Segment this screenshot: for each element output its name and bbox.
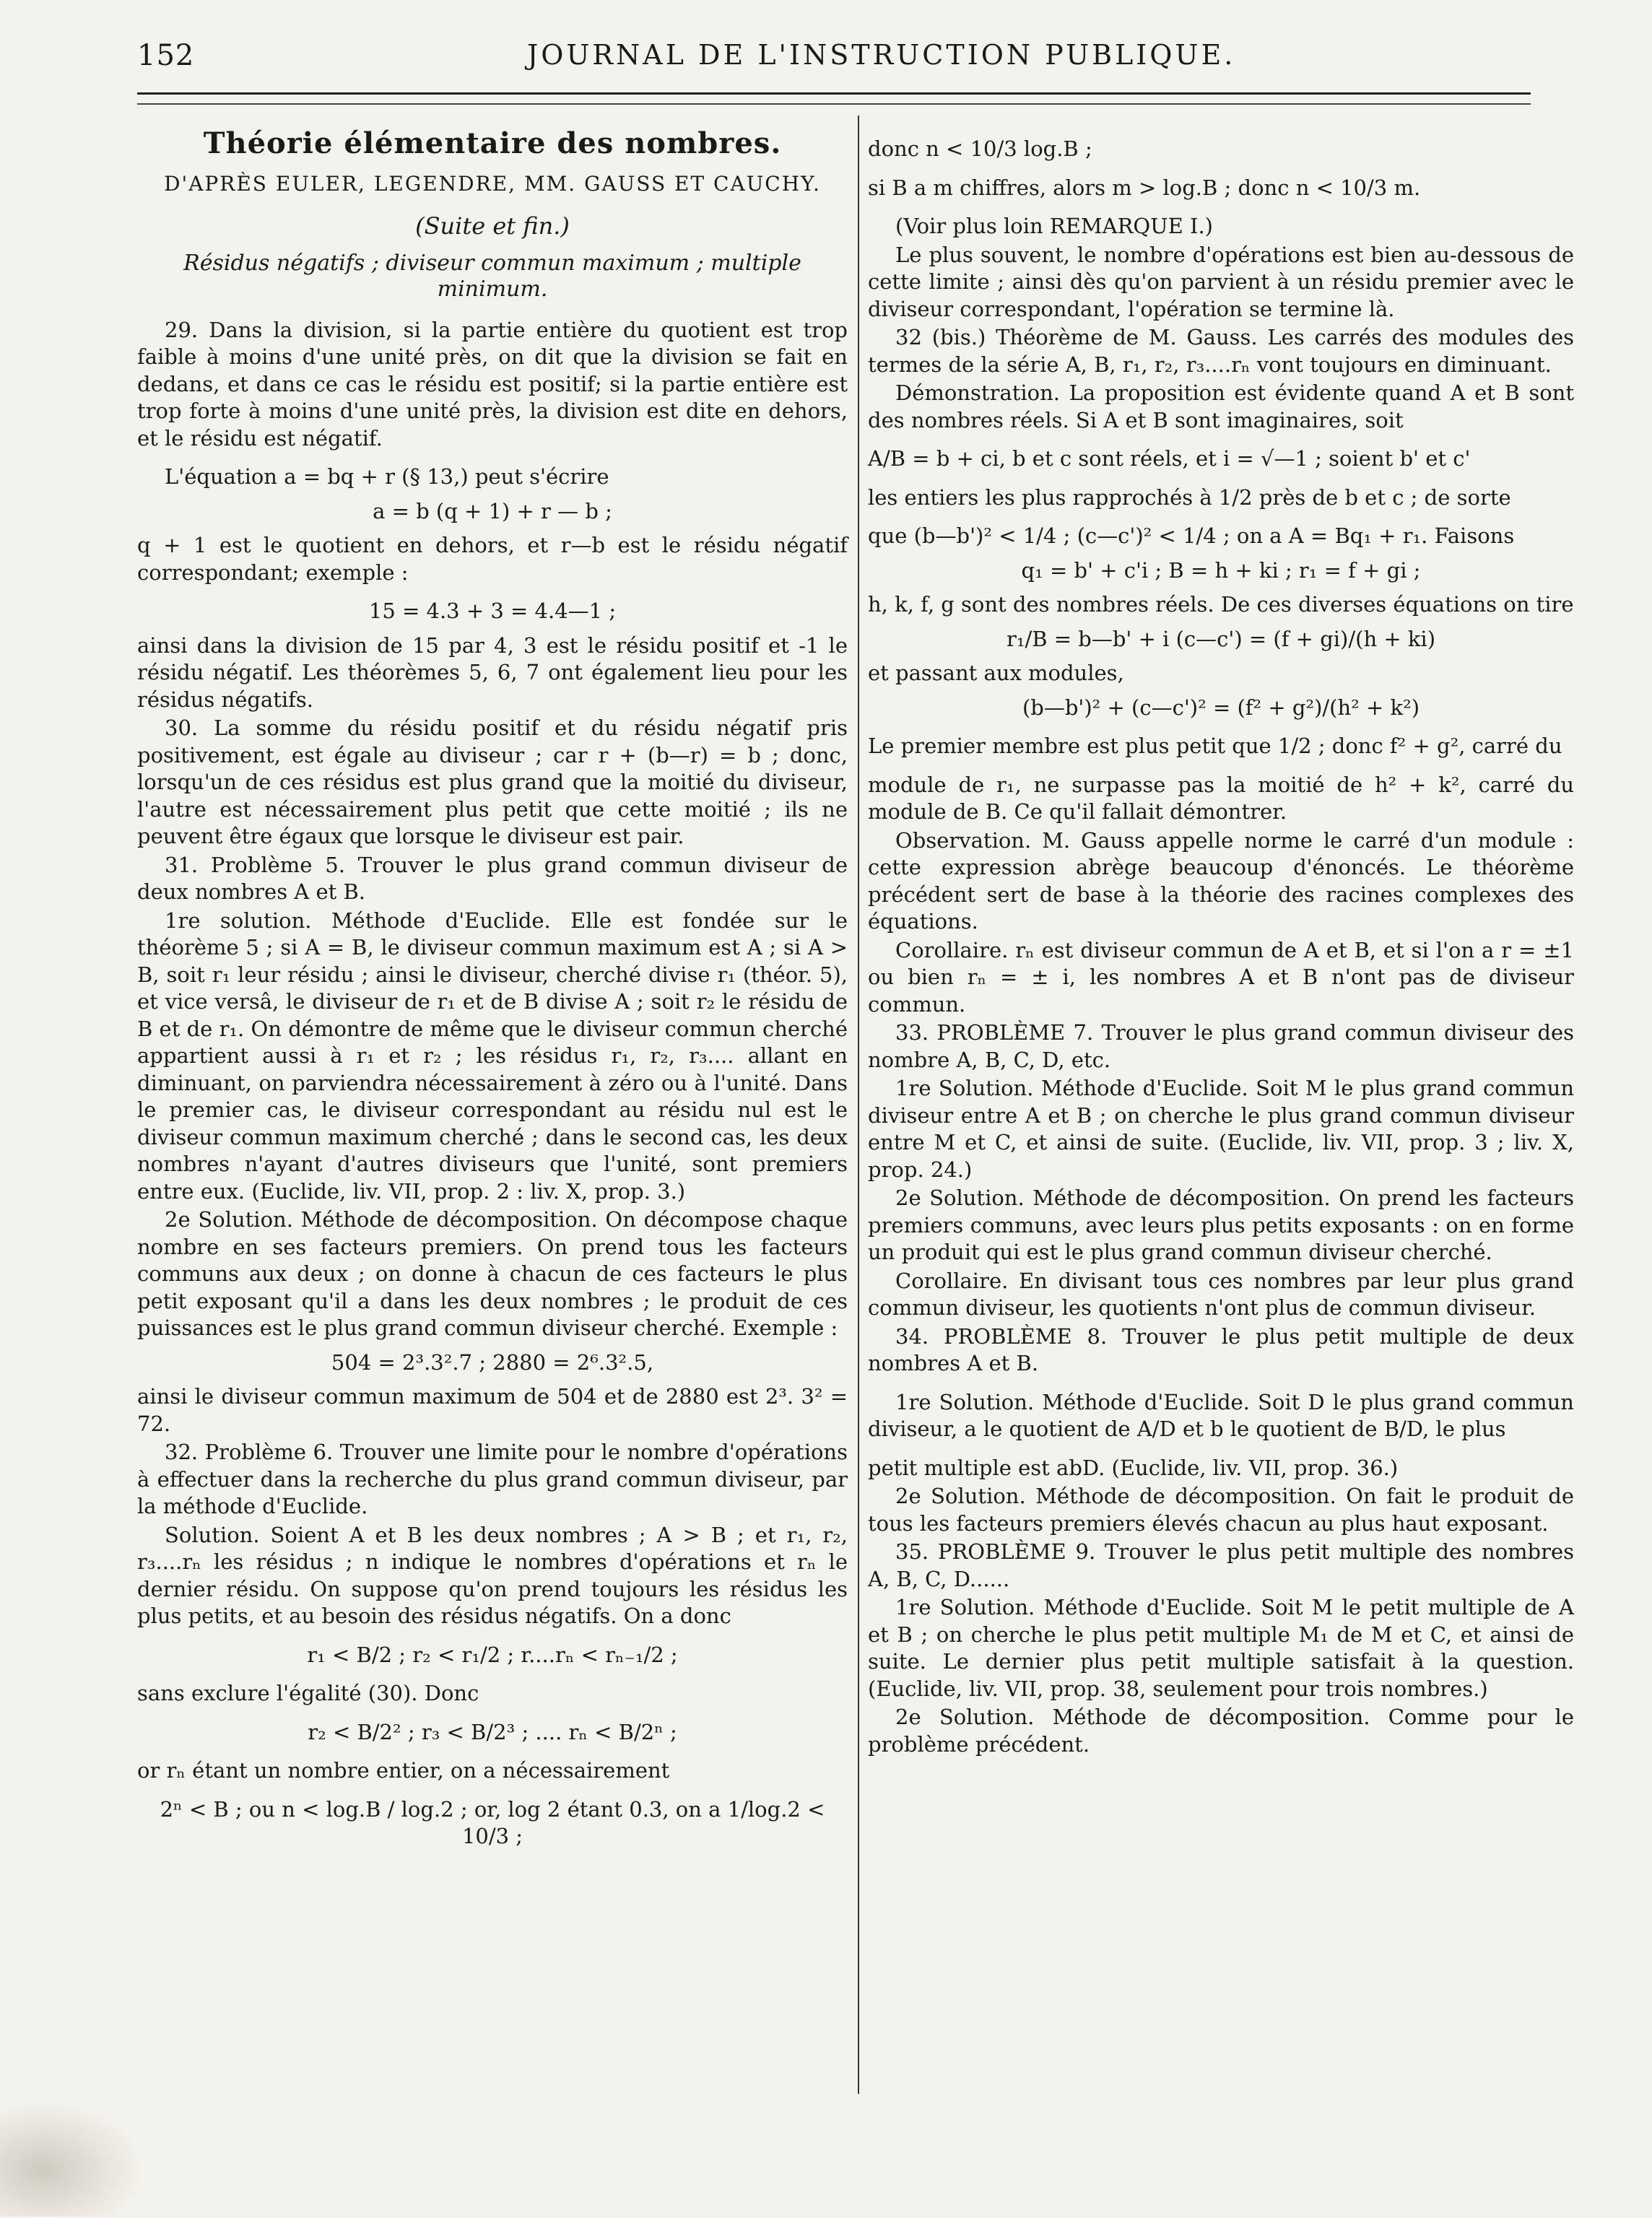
paragraph: 1re Solution. Méthode d'Euclide. Soit M le petit multiple de A et B ; on cherche le plus petit multiple M₁ de M et C, et ainsi de suite. Le dernier plus petit multiple satisfait à la question. (Euclide, liv. VII, prop. 38, seulement pour trois nombres.)	[868, 1595, 1574, 1701]
paragraph: 34. PROBLÈME 8. Trouver le plus petit multiple de deux nombres A et B.	[868, 1323, 1574, 1375]
paragraph: 2e Solution. Méthode de décomposition. Comme pour le problème précédent.	[868, 1705, 1574, 1757]
running-title: JOURNAL DE L'INSTRUCTION PUBLIQUE.	[527, 39, 1236, 71]
paragraph: 31. Problème 5. Trouver le plus grand commun diviseur de deux nombres A et B.	[137, 852, 848, 904]
paragraph: les entiers les plus rapprochés à 1/2 près de b et c ; de sorte	[868, 484, 1511, 510]
paragraph: 32 (bis.) Théorème de M. Gauss. Les carrés des modules des termes de la série A, B, r₁, r₂, r₃....rₙ vont toujours en diminuant.	[868, 325, 1574, 377]
paragraph: module de r₁, ne surpasse pas la moitié de h² + k², carré du module de B. Ce qu'il fallait démontrer.	[868, 772, 1574, 824]
paragraph: 1re Solution. Méthode d'Euclide. Soit D le plus grand commun diviseur, a le quotient de A/D et b le quotient de B/D, le plus	[868, 1389, 1574, 1441]
paragraph: 2e Solution. Méthode de décomposition. On fait le produit de tous les facteurs premiers élevés chacun au plus haut exposant.	[868, 1484, 1574, 1536]
paragraph: q + 1 est le quotient en dehors, et r—b est le résidu négatif correspondant; exemple :	[137, 533, 848, 585]
paragraph: 32. Problème 6. Trouver une limite pour le nombre d'opérations à effectuer dans la recherche du plus grand commun diviseur, par la méthode d'Euclide.	[137, 1440, 848, 1518]
equation: r₂ < B/2² ; r₃ < B/2³ ; .... rₙ < B/2ⁿ ;	[308, 1719, 677, 1744]
equation: 504 = 2³.3².7 ; 2880 = 2⁶.3².5,	[331, 1349, 654, 1375]
equation: q₁ = b' + c'i ; B = h + ki ; r₁ = f + gi ;	[1021, 557, 1421, 583]
equation: donc n < 10/3 log.B ;	[868, 136, 1092, 161]
equation: 15 = 4.3 + 3 = 4.4—1 ;	[368, 599, 617, 623]
paragraph: or rₙ étant un nombre entier, on a nécessairement	[137, 1758, 670, 1783]
equation: (b—b')² + (c—c')² = (f² + g²)/(h² + k²)	[1022, 695, 1420, 720]
column-divider	[858, 116, 859, 2094]
paragraph: Démonstration. La proposition est évidente quand A et B sont des nombres réels. Si A et B sont imaginaires, soit	[868, 380, 1574, 432]
paragraph: Corollaire. En divisant tous ces nombres par leur plus grand commun diviseur, les quotients n'ont plus de commun diviseur.	[868, 1268, 1574, 1320]
equation: r₁/B = b—b' + i (c—c') = (f + gi)/(h + ki)	[1006, 626, 1436, 651]
paragraph: (Voir plus loin REMARQUE I.)	[895, 214, 1213, 238]
right-column	[868, 124, 1574, 1760]
article-subtitle: D'APRÈS EULER, LEGENDRE, MM. GAUSS ET CAUCHY.	[164, 171, 821, 196]
paragraph: Corollaire. rₙ est diviseur commun de A et B, et si l'on a r = ±1 ou bien rₙ = ± i, les nombres A et B n'ont pas de diviseur commun.	[868, 937, 1574, 1017]
paragraph: 2e Solution. Méthode de décomposition. On prend les facteurs premiers communs, avec leurs plus petits exposants : on en forme un produit qui est le plus grand commun diviseur cherché.	[868, 1186, 1574, 1264]
paragraph: h, k, f, g sont des nombres réels. De ces diverses équations on tire	[868, 592, 1574, 617]
paragraph: 2e Solution. Méthode de décomposition. On décompose chaque nombre en ses facteurs premiers. On prend tous les facteurs communs aux deux ; on donne à chacun de ces facteurs le plus petit exposant qu'il a dans les deux nombres ; le produit de ces puissances est le plus grand commun diviseur cherché. Exemple :	[137, 1207, 848, 1340]
left-column	[137, 124, 848, 1858]
paragraph: sans exclure l'égalité (30). Donc	[137, 1681, 479, 1705]
article-title: Théorie élémentaire des nombres.	[203, 126, 782, 160]
paragraph: que (b—b')² < 1/4 ; (c—c')² < 1/4 ; on a A = Bq₁ + r₁. Faisons	[868, 523, 1515, 548]
section-heading: Résidus négatifs ; diviseur commun maximum ; multiple minimum.	[183, 250, 801, 302]
paragraph: L'équation a = bq + r (§ 13,) peut s'écrire	[165, 464, 609, 489]
paragraph: 1re solution. Méthode d'Euclide. Elle est fondée sur le théorème 5 ; si A = B, le diviseur commun maximum est A ; si A > B, soit r₁ leur résidu ; ainsi le diviseur, cherché divise r₁ (théor. 5), et vice versâ, le diviseur de r₁ et de B divise A ; soit r₂ le résidu de B et de r₁. On démontre de même que le diviseur commun cherché appartient aussi à r₁ et r₂ ; les résidus r₁, r₂, r₃.... allant en diminuant, on parviendra nécessairement à zéro ou à l'unité. Dans le premier cas, le diviseur correspondant au résidu nul est le diviseur commun maximum cherché ; dans le second cas, les deux nombres n'ayant d'autres diviseurs que l'unité, sont premiers entre eux. (Euclide, liv. VII, prop. 2 : liv. X, prop. 3.)	[137, 908, 848, 1204]
paragraph: Observation. M. Gauss appelle norme le carré d'un module : cette expression abrège beaucoup d'énoncés. Le théorème précédent sert de base à la théorie des racines complexes des équations.	[868, 827, 1574, 934]
paragraph: 35. PROBLÈME 9. Trouver le plus petit multiple des nombres A, B, C, D......	[868, 1539, 1574, 1591]
paragraph: ainsi le diviseur commun maximum de 504 et de 2880 est 2³. 3² = 72.	[137, 1384, 848, 1436]
paragraph: 29. Dans la division, si la partie entière du quotient est trop faible à moins d'une unité près, on dit que la division se fait en dedans, et dans ce cas le résidu est positif; si la partie entière est trop forte à moins d'une unité près, la division est dite en dehors, et le résidu est négatif.	[137, 317, 848, 451]
paragraph: si B a m chiffres, alors m > log.B ; donc n < 10/3 m.	[868, 175, 1421, 200]
page-header	[137, 35, 1531, 78]
paragraph: Solution. Soient A et B les deux nombres ; A > B ; et r₁, r₂, r₃....rₙ les résidus ; n indique le nombres d'opérations et rₙ le dernier résidu. On suppose qu'on prend toujours les résidus les plus petits, et au besoin des résidus négatifs. On a donc	[137, 1522, 848, 1628]
equation: a = b (q + 1) + r — b ;	[373, 498, 612, 523]
continuation-note: (Suite et fin.)	[415, 212, 570, 240]
paragraph: Le premier membre est plus petit que 1/2 ; donc f² + g², carré du	[868, 734, 1562, 758]
page-number: 152	[137, 39, 195, 72]
paper-stain	[0, 2101, 144, 2217]
paragraph: petit multiple est abD. (Euclide, liv. VII, prop. 36.)	[868, 1455, 1399, 1480]
paragraph: A/B = b + ci, b et c sont réels, et i = √—1 ; soient b' et c'	[868, 446, 1471, 471]
equation: r₁ < B/2 ; r₂ < r₁/2 ; r....rₙ < rₙ₋₁/2 ;	[307, 1642, 678, 1667]
paragraph: 1re Solution. Méthode d'Euclide. Soit M le plus grand commun diviseur entre A et B ; on cherche le plus grand commun diviseur entre M et C, et ainsi de suite. (Euclide, liv. VII, prop. 3 ; liv. X, prop. 24.)	[868, 1076, 1574, 1182]
paragraph: ainsi dans la division de 15 par 4, 3 est le résidu positif et -1 le résidu négatif. Les théorèmes 5, 6, 7 ont également lieu pour les résidus négatifs.	[137, 632, 848, 712]
header-double-rule	[137, 92, 1531, 105]
paragraph: 30. La somme du résidu positif et du résidu négatif pris positivement, est égale au diviseur ; car r + (b—r) = b ; donc, lorsqu'un de ces résidus est plus grand que la moitié du diviseur, l'autre est nécessairement plus petit que cette moitié ; ils ne peuvent être égaux que lorsque le diviseur est pair.	[137, 716, 848, 848]
paragraph: 33. PROBLÈME 7. Trouver le plus grand commun diviseur des nombre A, B, C, D, etc.	[868, 1020, 1574, 1072]
paragraph: Le plus souvent, le nombre d'opérations est bien au-dessous de cette limite ; ainsi dès qu'on parvient à un résidu premier avec le diviseur correspondant, l'opération se termine là.	[868, 242, 1574, 321]
paragraph: et passant aux modules,	[868, 661, 1124, 685]
equation: 2ⁿ < B ; ou n < log.B / log.2 ; or, log 2 étant 0.3, on a 1/log.2 < 10/3 ;	[160, 1796, 825, 1848]
